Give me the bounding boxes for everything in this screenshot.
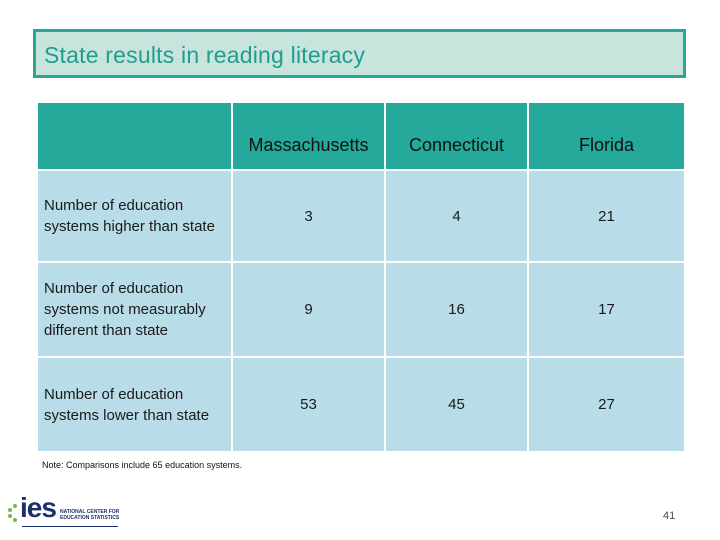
cell-connecticut-lower: 45 (385, 357, 528, 452)
table-row (37, 357, 685, 452)
logo-dots-icon (8, 504, 20, 528)
footnote: Note: Comparisons include 65 education systems. (42, 460, 243, 470)
cell-florida-not-different: 17 (528, 262, 685, 357)
table-row (37, 262, 685, 357)
ies-logo (8, 492, 120, 532)
column-header-empty (37, 102, 232, 170)
table-header-row (37, 102, 685, 170)
logo-divider (22, 526, 118, 527)
row-label-higher: Number of education systems higher than state (37, 170, 232, 262)
cell-massachusetts-lower: 53 (232, 357, 385, 452)
cell-florida-higher: 21 (528, 170, 685, 262)
row-label-not-different: Number of education systems not measurably different than state (37, 262, 232, 357)
logo-subtitle: NATIONAL CENTER FOR EDUCATION STATISTICS (60, 509, 120, 521)
cell-massachusetts-not-different: 9 (232, 262, 385, 357)
cell-connecticut-not-different: 16 (385, 262, 528, 357)
page-number: 41 (663, 510, 676, 522)
logo-wordmark: ies (20, 492, 56, 523)
cell-florida-lower: 27 (528, 357, 685, 452)
cell-massachusetts-higher: 3 (232, 170, 385, 262)
column-header-connecticut: Connecticut (385, 102, 528, 170)
column-header-massachusetts: Massachusetts (232, 102, 385, 170)
cell-connecticut-higher: 4 (385, 170, 528, 262)
results-table (36, 101, 686, 453)
row-label-lower: Number of education systems lower than state (37, 357, 232, 452)
column-header-florida: Florida (528, 102, 685, 170)
slide-title: State results in reading literacy (44, 42, 366, 68)
table-row (37, 170, 685, 262)
slide-title-box (33, 29, 686, 78)
